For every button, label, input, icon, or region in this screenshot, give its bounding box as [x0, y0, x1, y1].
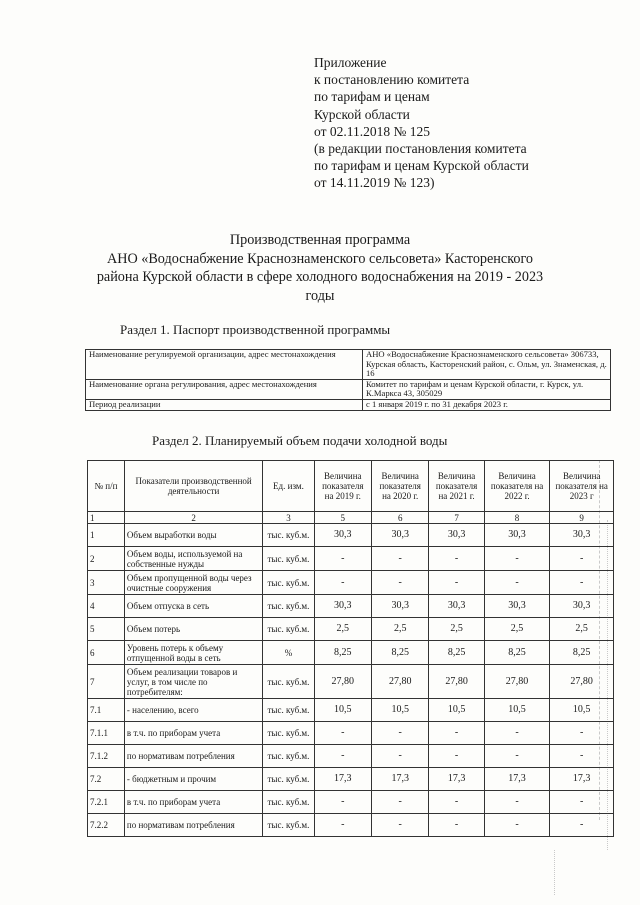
header-2019: Величина показателя на 2019 г.: [314, 461, 371, 512]
section1-heading: Раздел 1. Паспорт производственной программы: [120, 322, 391, 337]
row-value-2021: 27,80: [429, 665, 484, 699]
row-value-2022: 17,3: [484, 768, 550, 791]
row-value-2019: -: [314, 791, 371, 814]
column-number: 2: [124, 512, 262, 524]
header-num: № п/п: [88, 461, 125, 512]
row-value-2021: 17,3: [429, 768, 484, 791]
row-unit: тыс. куб.м.: [263, 745, 314, 768]
document-title: [70, 231, 570, 305]
table-row: [88, 665, 614, 699]
row-value-2023: 8,25: [550, 641, 614, 665]
row-value-2023: 27,80: [550, 665, 614, 699]
row-unit: тыс. куб.м.: [263, 618, 314, 641]
row-indicator: - бюджетным и прочим: [124, 768, 262, 791]
table-row: [88, 745, 614, 768]
row-value-2019: 8,25: [314, 641, 371, 665]
passport-row: [86, 379, 611, 399]
row-value-2022: -: [484, 745, 550, 768]
row-value-2022: -: [484, 791, 550, 814]
row-value-2020: -: [371, 571, 428, 595]
appendix-line: от 14.11.2019 № 123): [314, 175, 435, 191]
column-number-row: [88, 512, 614, 524]
row-indicator: по нормативам потребления: [124, 814, 262, 837]
row-number: 3: [88, 571, 125, 595]
row-number: 5: [88, 618, 125, 641]
header-unit: Ед. изм.: [263, 461, 314, 512]
table-row: [88, 618, 614, 641]
row-value-2022: 2,5: [484, 618, 550, 641]
column-number: 7: [429, 512, 484, 524]
passport-row: [86, 399, 611, 410]
row-value-2019: -: [314, 571, 371, 595]
appendix-line: Курской области: [314, 106, 410, 122]
row-indicator: по нормативам потребления: [124, 745, 262, 768]
row-indicator: Объем реализации товаров и услуг, в том числе по потребителям:: [124, 665, 262, 699]
row-value-2023: 17,3: [550, 768, 614, 791]
table-header-row: [88, 461, 614, 512]
table-row: [88, 814, 614, 837]
column-number: 5: [314, 512, 371, 524]
table-row: [88, 524, 614, 547]
table-body: [88, 524, 614, 837]
header-2021: Величина показателя на 2021 г.: [429, 461, 484, 512]
row-indicator: Объем воды, используемой на собственные нужды: [124, 547, 262, 571]
table-row: [88, 699, 614, 722]
appendix-line: к постановлению комитета: [314, 72, 470, 88]
row-indicator: Объем отпуска в сеть: [124, 595, 262, 618]
row-value-2019: 2,5: [314, 618, 371, 641]
row-value-2021: 30,3: [429, 524, 484, 547]
column-number: 8: [484, 512, 550, 524]
row-value-2023: 30,3: [550, 595, 614, 618]
appendix-line: по тарифам и ценам: [314, 89, 430, 105]
row-value-2019: 10,5: [314, 699, 371, 722]
column-number: 1: [88, 512, 125, 524]
row-value-2023: -: [550, 722, 614, 745]
row-indicator: Объем потерь: [124, 618, 262, 641]
passport-row: [86, 350, 611, 380]
table-row: [88, 547, 614, 571]
row-value-2021: -: [429, 547, 484, 571]
row-indicator: Объем пропущенной воды через очистные сооружения: [124, 571, 262, 595]
row-value-2020: 8,25: [371, 641, 428, 665]
row-unit: тыс. куб.м.: [263, 791, 314, 814]
table-row: [88, 768, 614, 791]
row-value-2019: 17,3: [314, 768, 371, 791]
table-row: [88, 722, 614, 745]
passport-label: Наименование органа регулирования, адрес местонахождения: [86, 379, 363, 399]
row-unit: тыс. куб.м.: [263, 699, 314, 722]
row-value-2021: -: [429, 814, 484, 837]
row-indicator: Уровень потерь к объему отпущенной воды в сеть: [124, 641, 262, 665]
passport-value: АНО «Водоснабжение Краснознаменского сельсовета» 306733, Курская область, Касторенский район, с. Ольм, ул. Знаменская, д. 16: [363, 350, 611, 380]
column-number: 3: [263, 512, 314, 524]
table-row: [88, 595, 614, 618]
row-value-2019: -: [314, 814, 371, 837]
row-number: 7.2.1: [88, 791, 125, 814]
row-value-2021: -: [429, 571, 484, 595]
row-value-2022: -: [484, 547, 550, 571]
title-line: Производственная программа: [229, 232, 411, 248]
row-number: 4: [88, 595, 125, 618]
row-value-2019: -: [314, 547, 371, 571]
row-value-2022: -: [484, 722, 550, 745]
row-value-2020: 17,3: [371, 768, 428, 791]
row-value-2020: 30,3: [371, 595, 428, 618]
row-value-2022: -: [484, 571, 550, 595]
row-value-2019: 27,80: [314, 665, 371, 699]
row-value-2020: 30,3: [371, 524, 428, 547]
row-value-2021: 8,25: [429, 641, 484, 665]
appendix-line: от 02.11.2018 № 125: [314, 123, 430, 139]
column-number: 9: [550, 512, 614, 524]
table-row: [88, 571, 614, 595]
row-value-2020: -: [371, 814, 428, 837]
table-row: [88, 641, 614, 665]
title-line: района Курской области в сфере холодного водоснабжения на 2019 - 2023: [96, 269, 544, 285]
column-number: 6: [371, 512, 428, 524]
row-value-2023: -: [550, 814, 614, 837]
row-value-2023: -: [550, 791, 614, 814]
row-value-2022: 27,80: [484, 665, 550, 699]
row-unit: тыс. куб.м.: [263, 768, 314, 791]
passport-label: Наименование регулируемой организации, адрес местонахождения: [86, 350, 363, 380]
row-value-2023: -: [550, 745, 614, 768]
row-unit: тыс. куб.м.: [263, 814, 314, 837]
appendix-block: [314, 54, 614, 192]
row-indicator: в т.ч. по приборам учета: [124, 722, 262, 745]
row-value-2023: -: [550, 547, 614, 571]
table-row: [88, 791, 614, 814]
header-2022: Величина показателя на 2022 г.: [484, 461, 550, 512]
row-indicator: Объем выработки воды: [124, 524, 262, 547]
row-value-2022: -: [484, 814, 550, 837]
section2-heading: Раздел 2. Планируемый объем подачи холодной воды: [152, 433, 448, 448]
appendix-line: (в редакции постановления комитета: [314, 141, 527, 157]
row-value-2021: -: [429, 722, 484, 745]
row-value-2020: -: [371, 722, 428, 745]
passport-value: с 1 января 2019 г. по 31 декабря 2023 г.: [363, 399, 611, 410]
row-unit: тыс. куб.м.: [263, 571, 314, 595]
row-unit: тыс. куб.м.: [263, 595, 314, 618]
row-value-2020: -: [371, 745, 428, 768]
row-value-2020: -: [371, 791, 428, 814]
header-2023: Величина показателя на 2023 г: [550, 461, 614, 512]
row-value-2023: 10,5: [550, 699, 614, 722]
passport-value: Комитет по тарифам и ценам Курской области, г. Курск, ул. К.Маркса 43, 305029: [363, 379, 611, 399]
passport-table: [85, 349, 611, 411]
water-volume-table: [87, 460, 614, 837]
row-number: 7.2.2: [88, 814, 125, 837]
row-value-2019: -: [314, 722, 371, 745]
appendix-line: Приложение: [314, 55, 387, 70]
row-indicator: в т.ч. по приборам учета: [124, 791, 262, 814]
row-value-2022: 30,3: [484, 595, 550, 618]
row-number: 7: [88, 665, 125, 699]
row-value-2022: 30,3: [484, 524, 550, 547]
title-line: годы: [305, 287, 335, 304]
row-value-2020: 27,80: [371, 665, 428, 699]
row-value-2021: 2,5: [429, 618, 484, 641]
row-value-2022: 10,5: [484, 699, 550, 722]
row-value-2020: 2,5: [371, 618, 428, 641]
row-value-2021: -: [429, 791, 484, 814]
row-number: 1: [88, 524, 125, 547]
row-value-2020: 10,5: [371, 699, 428, 722]
row-unit: тыс. куб.м.: [263, 722, 314, 745]
row-value-2022: 8,25: [484, 641, 550, 665]
row-unit: тыс. куб.м.: [263, 665, 314, 699]
row-indicator: - населению, всего: [124, 699, 262, 722]
appendix-line: по тарифам и ценам Курской области: [314, 158, 529, 174]
row-value-2020: -: [371, 547, 428, 571]
row-value-2023: 2,5: [550, 618, 614, 641]
row-number: 7.2: [88, 768, 125, 791]
row-value-2019: 30,3: [314, 595, 371, 618]
row-value-2019: 30,3: [314, 524, 371, 547]
row-unit: тыс. куб.м.: [263, 524, 314, 547]
row-value-2021: -: [429, 745, 484, 768]
row-number: 7.1.1: [88, 722, 125, 745]
row-value-2021: 30,3: [429, 595, 484, 618]
row-value-2023: -: [550, 571, 614, 595]
row-unit: тыс. куб.м.: [263, 547, 314, 571]
row-number: 7.1.2: [88, 745, 125, 768]
row-number: 6: [88, 641, 125, 665]
passport-label: Период реализации: [86, 399, 363, 410]
row-number: 2: [88, 547, 125, 571]
header-2020: Величина показателя на 2020 г.: [371, 461, 428, 512]
header-indicator: Показатели производственной деятельности: [124, 461, 262, 512]
row-value-2019: -: [314, 745, 371, 768]
row-number: 7.1: [88, 699, 125, 722]
row-value-2023: 30,3: [550, 524, 614, 547]
title-line: АНО «Водоснабжение Краснознаменского сельсовета» Касторенского: [106, 250, 534, 267]
row-unit: %: [263, 641, 314, 665]
scan-artifact-line: [554, 850, 555, 895]
row-value-2021: 10,5: [429, 699, 484, 722]
